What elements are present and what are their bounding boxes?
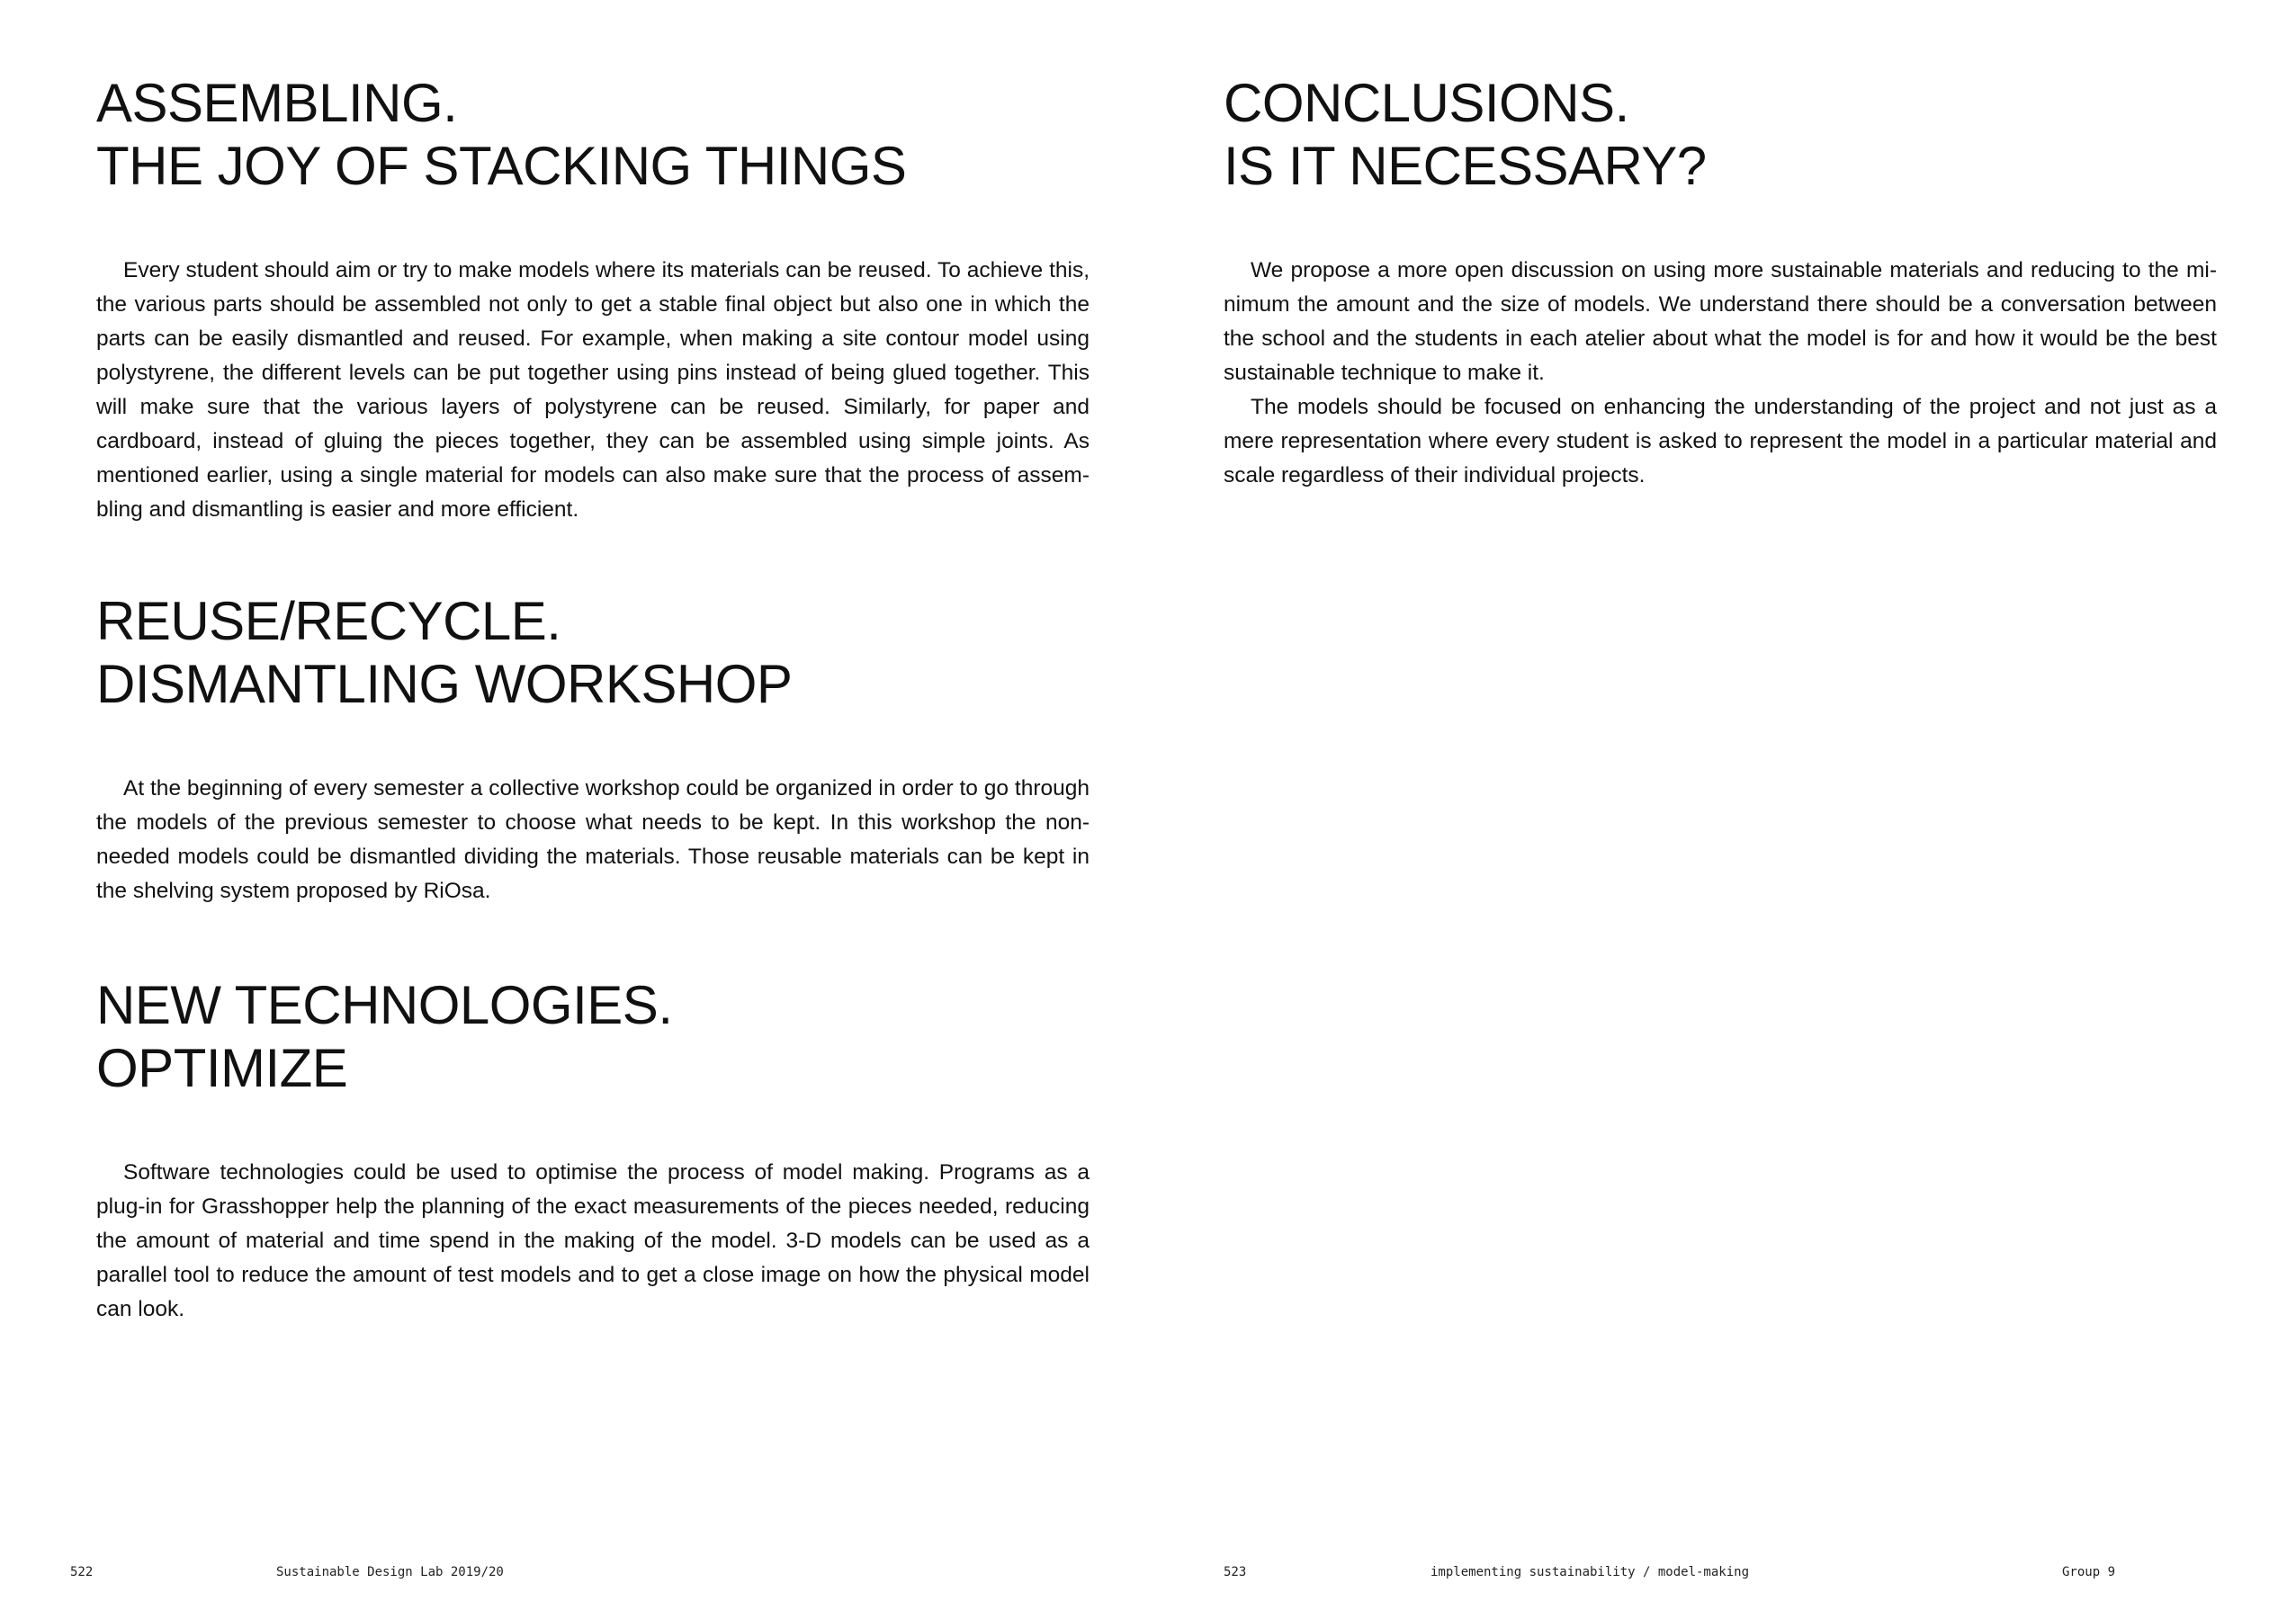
section-body bbox=[96, 1156, 1090, 1327]
heading-line-1: NEW TECHNOLOGIES. bbox=[96, 975, 673, 1035]
right-page bbox=[1148, 0, 2296, 1610]
paragraph: At the beginning of every semester a collective workshop could be organized in order to go through the models of the previous semester to choose what needs to be kept. In this workshop the non-needed models could be dismantled dividing the materials. Those reusable materials can be kept in the shelving system proposed by RiOsa. bbox=[96, 776, 1090, 903]
heading-line-1: CONCLUSIONS. bbox=[1224, 73, 1629, 133]
section-heading bbox=[96, 72, 1090, 198]
paragraph: Software technologies could be used to optimise the process of model making. Programs as a plug-in for Grasshopper help the planning of the exact measurements of the pieces needed, reducing the amount of material and time spend in the making of the model. 3-D models can be used as a parallel tool to reduce the amount of test models and to get a close image on how the physical model can look. bbox=[96, 1160, 1090, 1321]
group-label: Group 9 bbox=[2062, 1565, 2116, 1579]
section-heading bbox=[96, 974, 1090, 1100]
running-title: Sustainable Design Lab 2019/20 bbox=[276, 1565, 504, 1579]
section-assembling bbox=[96, 72, 1090, 527]
section-body bbox=[1224, 254, 2217, 493]
running-title: implementing sustainability / model-making bbox=[1431, 1565, 1750, 1579]
paragraph: Every student should aim or try to make models where its materials can be reused. To achieve this, the various parts should be assembled not only to get a stable final object but also one in which the parts can be easily dismantled and reused. For example, when making a site contour model using polystyrene, the different levels can be put together using pins instead of being glued together. This will make sure that the various layers of polystyrene can be reused. Similarly, for paper and cardboard, instead of gluing the pieces together, they can be assembled using simple joints. As mentioned earlier, using a single material for models can also make sure that the process of assembling and dismantling is easier and more efficient. bbox=[96, 258, 1090, 522]
heading-line-2: IS IT NECESSARY? bbox=[1224, 136, 1707, 196]
page-number: 523 bbox=[1224, 1565, 1247, 1579]
paragraph: We propose a more open discussion on using more sustainable materials and reducing to the minimum the amount and the size of models. We understand there should be a conversation between the school and the students in each atelier about what the model is for and how it would be the best sustainable technique to make it. bbox=[1224, 258, 2217, 385]
heading-line-2: DISMANTLING WORKSHOP bbox=[96, 654, 793, 714]
heading-line-1: ASSEMBLING. bbox=[96, 73, 458, 133]
paragraph: The models should be focused on enhancing the understanding of the project and not just as a mere representation where every student is asked to represent the model in a particular material and scale regardless of their individual projects. bbox=[1224, 395, 2217, 487]
section-body bbox=[96, 772, 1090, 908]
section-heading bbox=[1224, 72, 2217, 198]
heading-line-2: OPTIMIZE bbox=[96, 1038, 348, 1098]
heading-line-2: THE JOY OF STACKING THINGS bbox=[96, 136, 907, 196]
section-conclusions bbox=[1224, 72, 2217, 493]
section-new-technologies bbox=[96, 974, 1090, 1327]
page-number: 522 bbox=[70, 1565, 94, 1579]
section-reuse-recycle bbox=[96, 590, 1090, 908]
section-heading bbox=[96, 590, 1090, 716]
section-body bbox=[96, 254, 1090, 527]
heading-line-1: REUSE/RECYCLE. bbox=[96, 591, 561, 651]
